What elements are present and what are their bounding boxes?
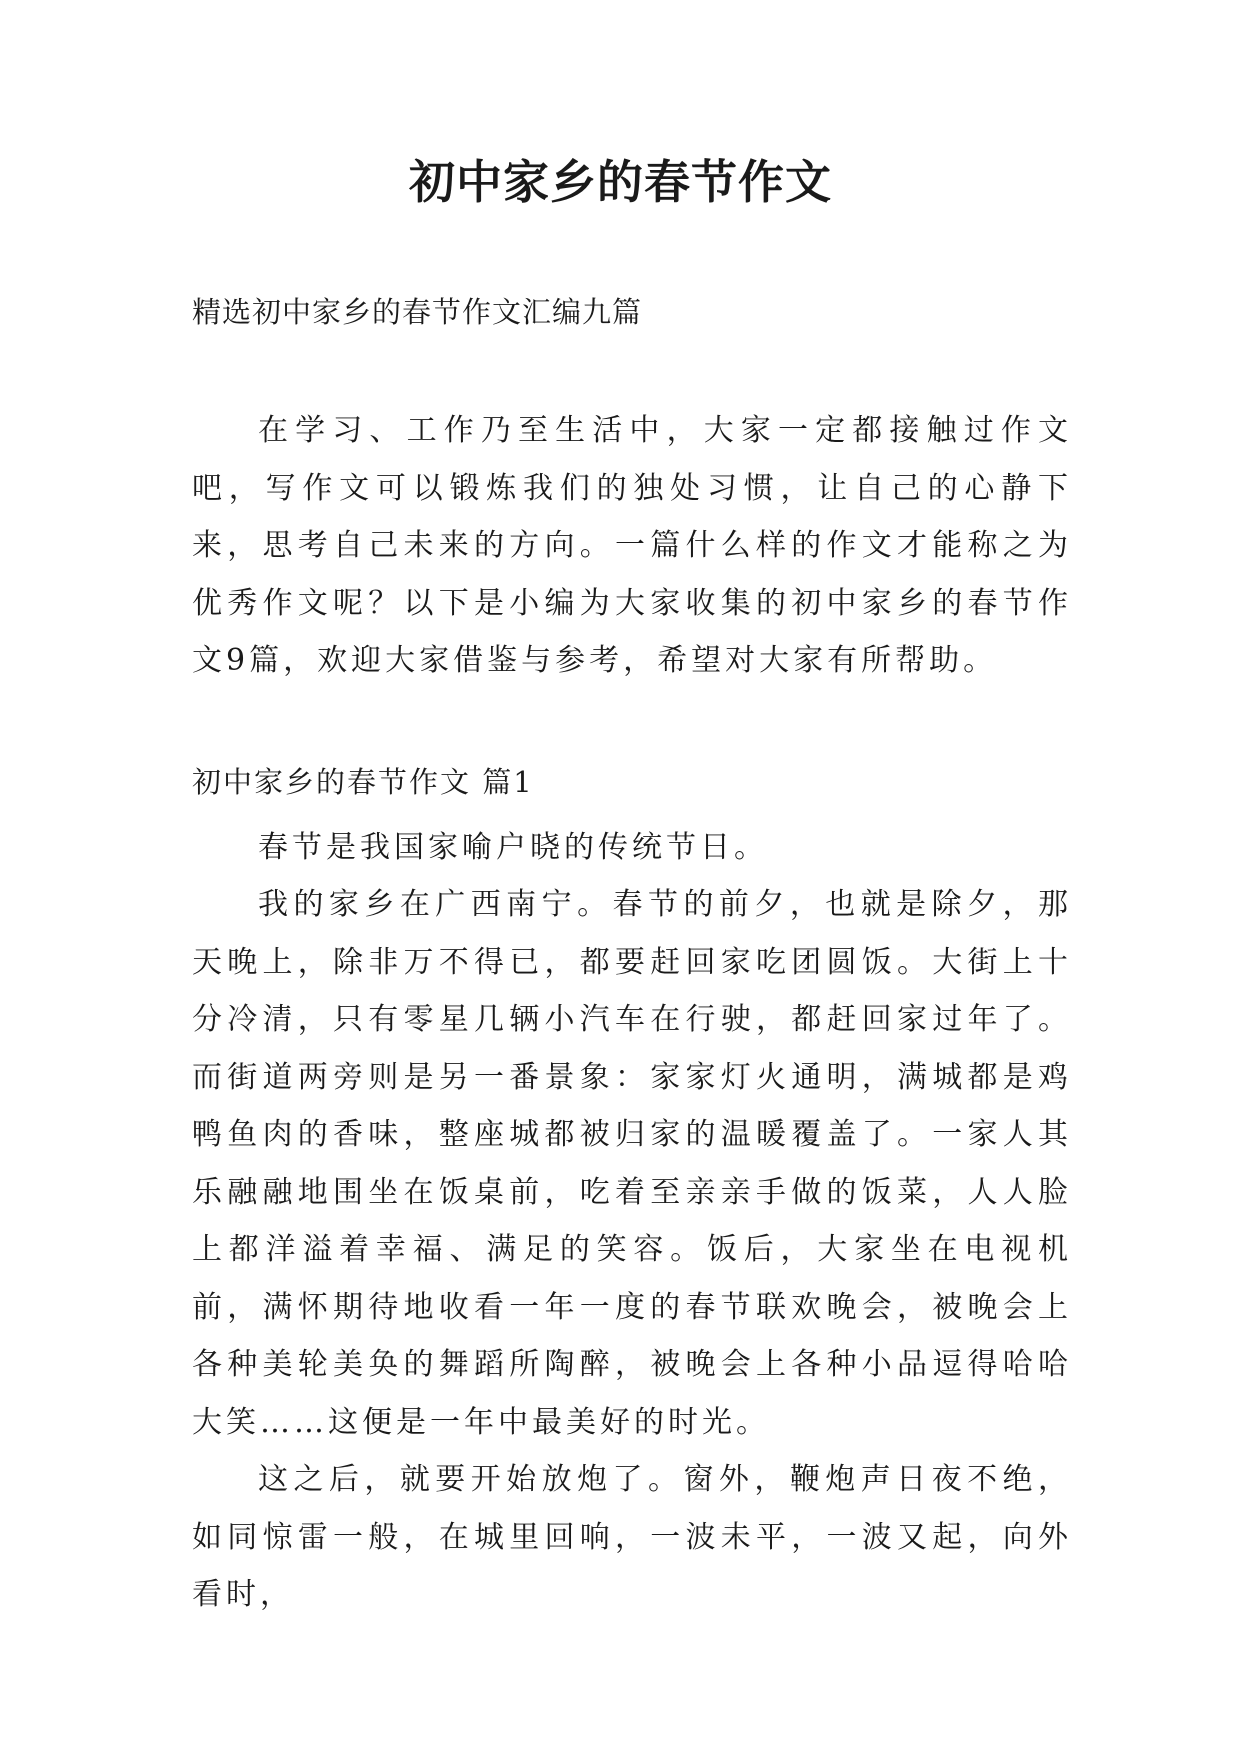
- body-paragraph: 这之后，就要开始放炮了。窗外，鞭炮声日夜不绝，如同惊雷一般，在城里回响，一波未平，一波又起，向外看时，: [192, 1462, 1072, 1612]
- intro-paragraph: 在学习、工作乃至生活中，大家一定都接触过作文吧，写作文可以锻炼我们的独处习惯，让自己的心静下来，思考自己未来的方向。一篇什么样的作文才能称之为优秀作文呢？以下是小编为大家收集的初中家乡的春节作文9篇，欢迎大家借鉴与参考，希望对大家有所帮助。: [192, 413, 1072, 678]
- document-title: 初中家乡的春节作文: [409, 155, 832, 209]
- section-heading: 初中家乡的春节作文 篇1: [192, 765, 534, 799]
- document-subtitle: 精选初中家乡的春节作文汇编九篇: [192, 295, 643, 329]
- body-paragraph: 我的家乡在广西南宁。春节的前夕，也就是除夕，那天晚上，除非万不得已，都要赶回家吃团圆饭。大街上十分冷清，只有零星几辆小汽车在行驶，都赶回家过年了。而街道两旁则是另一番景象：家家灯火通明，满城都是鸡鸭鱼肉的香味，整座城都被归家的温暖覆盖了。一家人其乐融融地围坐在饭桌前，吃着至亲亲手做的饭菜，人人脸上都洋溢着幸福、满足的笑容。饭后，大家坐在电视机前，满怀期待地收看一年一度的春节联欢晚会，被晚会上各种美轮美奂的舞蹈所陶醉，被晚会上各种小品逗得哈哈大笑……这便是一年中最美好的时光。: [192, 887, 1072, 1440]
- body-paragraph: 春节是我国家喻户晓的传统节日。: [258, 830, 768, 865]
